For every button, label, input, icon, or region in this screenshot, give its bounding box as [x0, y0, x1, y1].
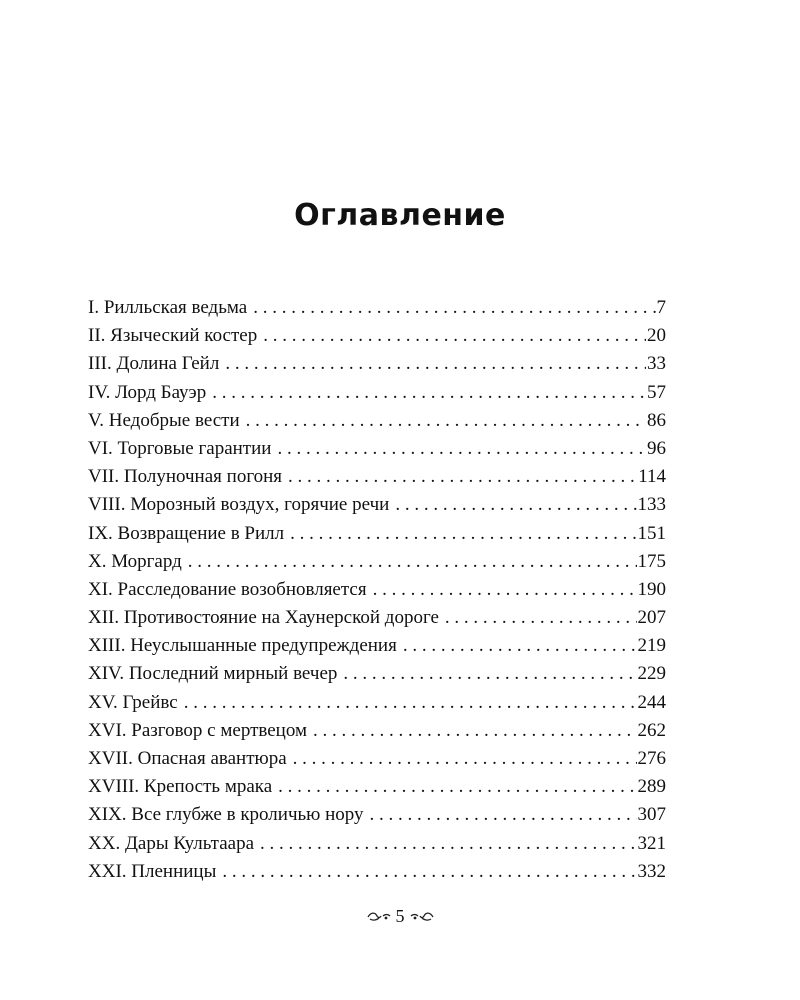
- toc-entry-title: VIII. Морозный воздух, горячие речи: [88, 494, 390, 516]
- toc-entry-title: VII. Полуночная погоня: [88, 466, 283, 488]
- toc-entry-page-number: 244: [637, 691, 666, 713]
- toc-entry: [88, 491, 666, 519]
- toc-entry-title: XVII. Опасная авантюра: [88, 748, 287, 769]
- toc-entry: [88, 463, 666, 491]
- toc-entry-page-number: 321: [637, 832, 666, 854]
- toc-entry-title: XI. Расследование возобновляется: [88, 578, 367, 600]
- dot-leader: [313, 717, 636, 745]
- toc-entry: [88, 717, 666, 745]
- toc-entry-page-number: 33: [647, 353, 666, 375]
- toc-entry-title: IX. Возвращение в Рилл: [88, 522, 285, 544]
- toc-entry-title: XXI. Пленницы: [88, 860, 217, 882]
- toc-entry: [88, 689, 666, 717]
- toc-entry: [88, 576, 666, 604]
- dot-leader: [212, 379, 646, 407]
- toc-entry: [88, 858, 666, 886]
- dot-leader: [288, 463, 637, 491]
- toc-entry: [88, 830, 666, 858]
- dot-leader: [293, 745, 637, 773]
- toc-entry-title: VI. Торговые гарантии: [88, 437, 272, 459]
- toc-entry-title: XIII. Неуслышанные предупреждения: [88, 635, 397, 657]
- toc-entry: [88, 660, 666, 688]
- toc-entry-page-number: 190: [637, 578, 666, 600]
- toc-entry-page-number: 133: [637, 494, 666, 516]
- toc-entry-page-number: 7: [656, 297, 666, 318]
- dot-leader: [277, 435, 646, 463]
- dot-leader: [403, 632, 637, 660]
- page-number: 5: [395, 905, 405, 926]
- ornament-right-icon: [409, 910, 435, 922]
- toc-entry-title: IV. Лорд Бауэр: [88, 381, 207, 403]
- toc-entry-title: XX. Дары Культаара: [88, 832, 255, 854]
- toc-entry: [88, 604, 666, 632]
- dot-leader: [253, 294, 655, 322]
- toc-entry-title: I. Рилльская ведьма: [88, 297, 248, 318]
- dot-leader: [370, 801, 637, 829]
- dot-leader: [222, 858, 636, 886]
- toc-entry-page-number: 114: [638, 466, 666, 488]
- toc-entry-title: V. Недобрые вести: [88, 409, 240, 431]
- dot-leader: [343, 660, 636, 688]
- dot-leader: [290, 520, 636, 548]
- toc-entry: [88, 548, 666, 576]
- toc-entry-page-number: 262: [637, 719, 666, 741]
- toc-entry-title: XVIII. Крепость мрака: [88, 776, 273, 798]
- toc-entry: [88, 294, 666, 322]
- toc-entry-page-number: 207: [637, 607, 666, 629]
- toc-entry-title: X. Моргард: [88, 550, 182, 572]
- toc-entry-title: XVI. Разговор с мертвецом: [88, 719, 308, 741]
- page-title: Оглавление: [294, 198, 506, 233]
- toc-entry-page-number: 229: [637, 663, 666, 685]
- table-of-contents: [88, 294, 666, 886]
- toc-entry-page-number: 20: [647, 325, 666, 347]
- dot-leader: [188, 548, 637, 576]
- toc-entry-page-number: 86: [647, 409, 666, 431]
- dot-leader: [184, 689, 637, 717]
- toc-entry-title: XV. Грейвс: [88, 691, 178, 713]
- toc-entry: [88, 322, 666, 350]
- toc-entry-page-number: 276: [637, 748, 666, 769]
- toc-entry-title: III. Долина Гейл: [88, 353, 220, 375]
- toc-entry-title: XIX. Все глубже в кроличью нору: [88, 804, 364, 826]
- toc-entry-title: XIV. Последний мирный вечер: [88, 663, 338, 685]
- toc-entry-page-number: 96: [647, 437, 666, 459]
- toc-entry: [88, 407, 666, 435]
- toc-entry-page-number: 307: [637, 804, 666, 826]
- toc-entry: [88, 520, 666, 548]
- dot-leader: [373, 576, 637, 604]
- dot-leader: [278, 773, 636, 801]
- toc-entry: [88, 801, 666, 829]
- toc-entry-page-number: 332: [637, 860, 666, 882]
- dot-leader: [395, 491, 636, 519]
- dot-leader: [225, 350, 646, 378]
- toc-entry: [88, 773, 666, 801]
- toc-entry-title: XII. Противостояние на Хаунерской дороге: [88, 607, 439, 629]
- dot-leader: [445, 604, 637, 632]
- toc-entry-page-number: 57: [647, 381, 666, 403]
- toc-entry: [88, 745, 666, 773]
- page-footer: [0, 902, 800, 928]
- toc-entry: [88, 632, 666, 660]
- toc-entry: [88, 435, 666, 463]
- toc-entry-page-number: 175: [637, 550, 666, 572]
- toc-entry: [88, 350, 666, 378]
- dot-leader: [263, 322, 646, 350]
- toc-entry-page-number: 219: [637, 635, 666, 657]
- toc-entry-page-number: 151: [637, 522, 666, 544]
- dot-leader: [246, 407, 646, 435]
- toc-entry: [88, 379, 666, 407]
- ornament-left-icon: [366, 910, 392, 922]
- toc-entry-title: II. Языческий костер: [88, 325, 258, 347]
- toc-entry-page-number: 289: [637, 776, 666, 798]
- dot-leader: [260, 830, 636, 858]
